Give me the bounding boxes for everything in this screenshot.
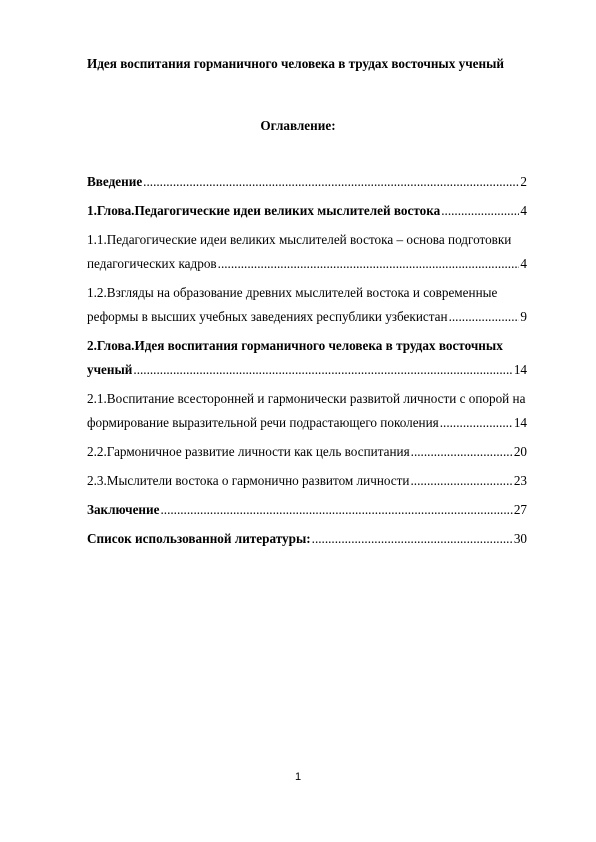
- toc-leader: [218, 252, 520, 276]
- toc-page-number: 14: [513, 362, 527, 377]
- toc-page-number: 2: [520, 174, 527, 189]
- toc-entry-label: Заключение: [87, 502, 160, 517]
- toc-entry-section-2-2[interactable]: [87, 440, 527, 464]
- toc-entry-label: Список использованной литературы:: [87, 531, 311, 546]
- toc-entry-section-2-3[interactable]: [87, 469, 527, 493]
- toc-entry-label: педагогических кадров: [87, 256, 217, 271]
- toc-entry-label-line1: 2.Глова.Идея воспитания горманичного человека в трудах восточных: [87, 338, 503, 353]
- toc-entry-conclusion[interactable]: [87, 498, 527, 522]
- toc-entry-label: ученый: [87, 362, 133, 377]
- toc-entry-chapter-1[interactable]: [87, 199, 527, 223]
- toc-entry-label-line1: 1.1.Педагогические идеи великих мыслителей востока – основа подготовки: [87, 232, 512, 247]
- toc-page-number: 23: [513, 473, 527, 488]
- toc-entry-label: формирование выразительной речи подрастающего поколения: [87, 415, 439, 430]
- table-of-contents: [87, 170, 527, 556]
- toc-leader: [411, 440, 513, 464]
- toc-page-number: 20: [513, 444, 527, 459]
- toc-entry-section-1-2[interactable]: [87, 281, 527, 329]
- toc-entry-chapter-2[interactable]: [87, 334, 527, 382]
- toc-heading: Оглавление:: [260, 118, 336, 133]
- toc-leader: [312, 527, 513, 551]
- toc-entry-label: 1.Глова.Педагогические идеи великих мыслителей востока: [87, 203, 441, 218]
- toc-page-number: 4: [520, 203, 527, 218]
- toc-entry-section-2-1[interactable]: [87, 387, 527, 435]
- toc-leader: [449, 305, 520, 329]
- toc-page-number: 9: [520, 309, 527, 324]
- toc-leader: [143, 170, 519, 194]
- toc-entry-label: 2.2.Гармоничное развитие личности как цель воспитания: [87, 444, 410, 459]
- page-number: 1: [294, 771, 302, 783]
- toc-entry-label-line1: 2.1.Воспитание всесторонней и гармонически развитой личности с опорой на: [87, 391, 526, 406]
- toc-entry-label: реформы в высших учебных заведениях республики узбекистан: [87, 309, 448, 324]
- toc-page-number: 14: [513, 415, 527, 430]
- toc-page-number: 30: [513, 531, 527, 546]
- toc-leader: [160, 498, 512, 522]
- toc-leader: [410, 469, 512, 493]
- toc-leader: [133, 358, 512, 382]
- toc-leader: [441, 199, 519, 223]
- toc-leader: [440, 411, 513, 435]
- toc-page-number: 27: [513, 502, 527, 517]
- toc-entry-introduction[interactable]: [87, 170, 527, 194]
- toc-entry-section-1-1[interactable]: [87, 228, 527, 276]
- toc-entry-label: Введение: [87, 174, 143, 189]
- document-title: Идея воспитания горманичного человека в трудах восточных ученый: [87, 56, 504, 71]
- toc-entry-label: 2.3.Мыслители востока о гармонично развитом личности: [87, 473, 410, 488]
- toc-entry-references[interactable]: [87, 527, 527, 551]
- toc-entry-label-line1: 1.2.Взгляды на образование древних мыслителей востока и современные: [87, 285, 498, 300]
- toc-page-number: 4: [520, 256, 527, 271]
